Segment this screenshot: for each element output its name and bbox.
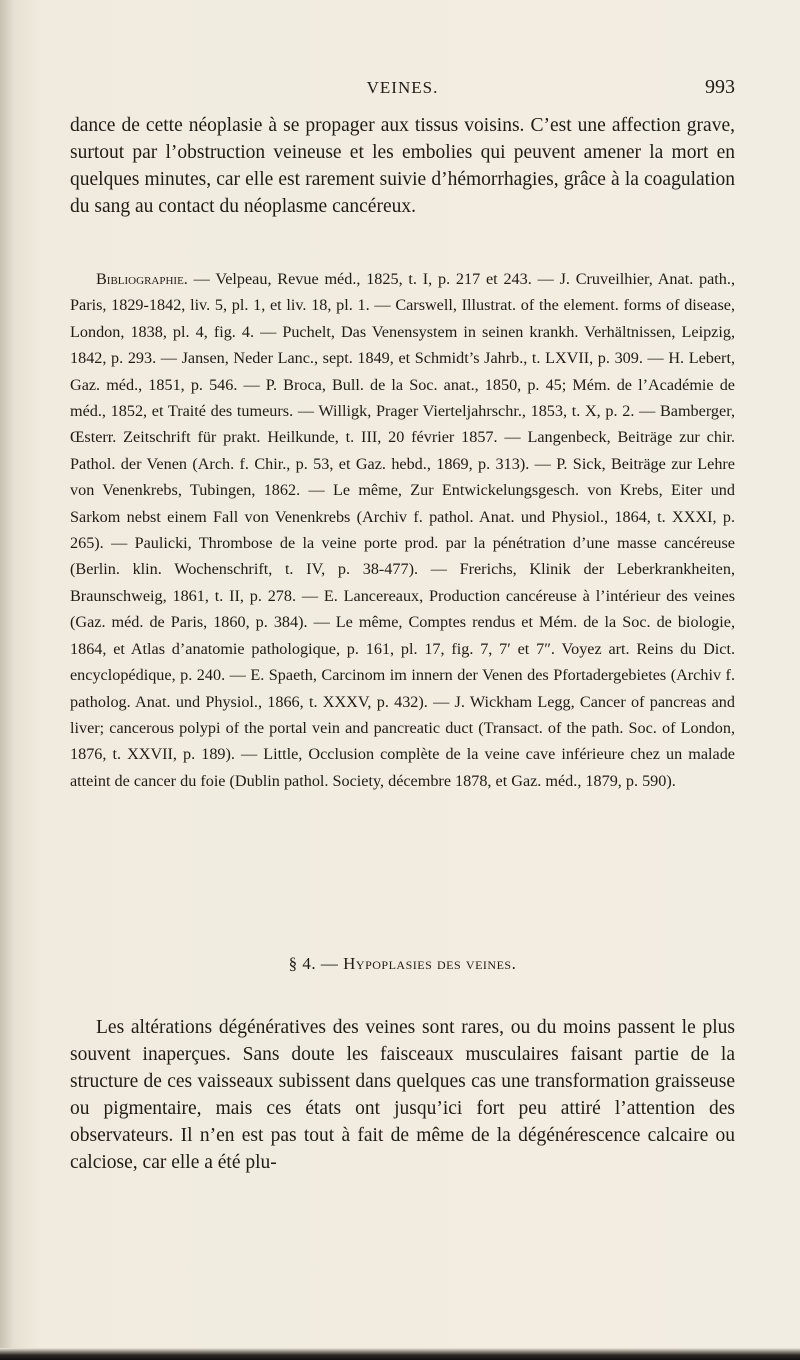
bibliography-label: Bibliographie. — [96, 270, 188, 288]
section-paragraph: Les altérations dégénératives des veines sont rares, ou du moins passent le plus souvent inaperçues. Sans doute les faisceaux musculaires faisant partie de la structure de ces vaisseaux subissent dans quelques cas une transformation graisseuse ou pigmentaire, mais ces états ont jusqu’ici fort peu attiré l’attention des observateurs. Il n’en est pas tout à fait de même de la dégénérescence calcaire ou calciose, car elle a été plu- — [70, 1017, 735, 1173]
running-title: VEINES. — [366, 78, 439, 97]
section-heading: § 4. — Hypoplasies des veines. — [288, 954, 517, 973]
page-edge-shadow — [0, 1348, 800, 1360]
bibliography-block — [70, 266, 735, 794]
bibliography-text: — Velpeau, Revue méd., 1825, t. I, p. 217 et 243. — J. Cruveilhier, Anat. path., Paris, 1829-1842, liv. 5, pl. 1, et liv. 18, pl. 1. — Carswell, Illustrat. of the element. forms of disease, London, 1838, pl. 4, fig. 4. — Puchelt, Das Venensystem in seinen krankh. Verhältnissen, Leipzig, 1842, p. 293. — Jansen, Neder Lanc., sept. 1849, et Schmidt’s Jahrb., t. LXVII, p. 309. — H. Lebert, Gaz. méd., 1851, p. 546. — P. Broca, Bull. de la Soc. anat., 1850, p. 45; Mém. de l’Académie de méd., 1852, et Traité des tumeurs. — Willigk, Prager Vierteljahrschr., 1853, t. X, p. 2. — Bamberger, Œsterr. Zeitschrift für prakt. Heilkunde, t. III, 20 février 1857. — Langenbeck, Beiträge zur chir. Pathol. der Venen (Arch. f. Chir., p. 53, et Gaz. hebd., 1869, p. 313). — P. Sick, Beiträge zur Lehre von Venenkrebs, Tubingen, 1862. — Le même, Zur Entwickelungsgesch. von Krebs, Eiter und Sarkom nebst einem Fall von Venenkrebs (Archiv f. pathol. Anat. und Physiol., 1864, t. XXXI, p. 265). — Paulicki, Thrombose de la veine porte prod. par la pénétration d’une masse cancéreuse (Berlin. klin. Wochenschrift, t. IV, p. 38-477). — Frerichs, Klinik der Leberkrankheiten, Braunschweig, 1861, t. II, p. 278. — E. Lancereaux, Production cancéreuse à l’intérieur des veines (Gaz. méd. de Paris, 1860, p. 384). — Le même, Comptes rendus et Mém. de la Soc. de biologie, 1864, et Atlas d’anatomie pathologique, p. 161, pl. 17, fig. 7, 7′ et 7″. Voyez art. Reins du Dict. encyclopédique, p. 240. — E. Spaeth, Carcinom im innern der Venen des Pfortadergebietes (Archiv f. patholog. Anat. und Physiol., 1866, t. XXXV, p. 432). — J. Wickham Legg, Cancer of pancreas and liver; cancerous polypi of the portal vein and pancreatic duct (Transact. of the path. Soc. of London, 1876, t. XXVII, p. 189). — Little, Occlusion complète de la veine cave inférieure chez un malade atteint de cancer du foie (Dublin pathol. Society, décembre 1878, et Gaz. méd., 1879, p. 590). — [70, 270, 735, 790]
page-number: 993 — [705, 76, 735, 98]
page-header — [70, 78, 735, 108]
intro-paragraph: dance de cette néoplasie à se propager aux tissus voisins. C’est une affection grave, surtout par l’obstruction veineuse et les embolies qui peuvent amener la mort en quelques minutes, car elle est rarement suivie d’hémorrhagies, grâce à la coagulation du sang au contact du néoplasme cancéreux. — [70, 115, 735, 217]
